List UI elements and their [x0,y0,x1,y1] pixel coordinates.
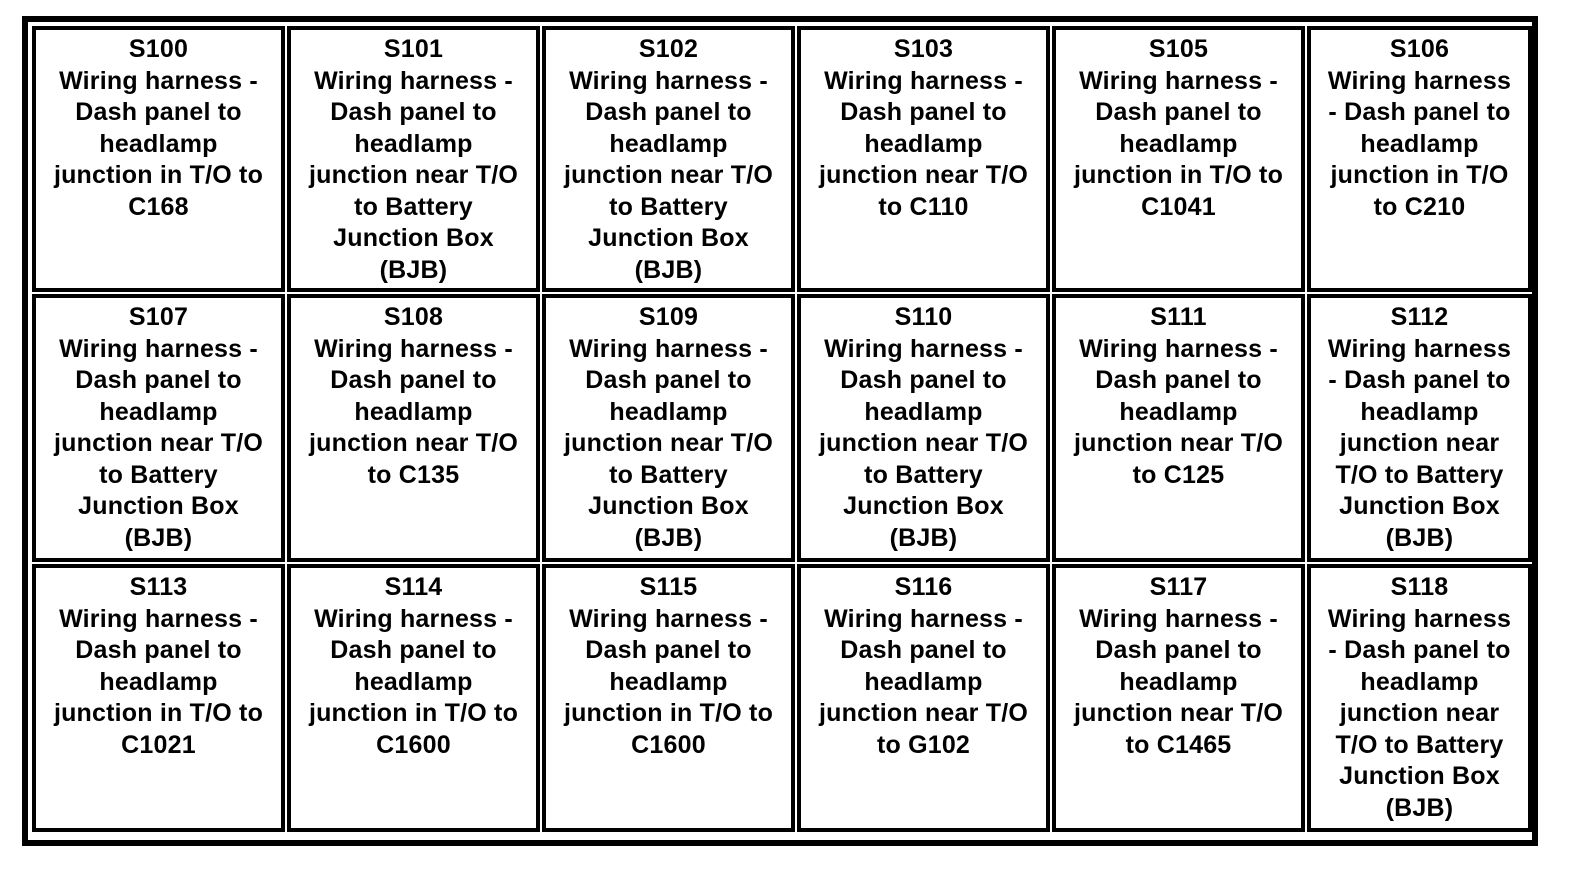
splice-description: Wiring harness - Dash panel to headlamp junction in T/O to C168 [53,66,264,221]
splice-id: S113 [129,573,188,601]
splice-description: Wiring harness - Dash panel to headlamp junction near T/O to C125 [1074,334,1283,489]
splice-description: Wiring harness - Dash panel to headlamp junction in T/O to C1600 [308,604,519,759]
splice-description: Wiring harness - Dash panel to headlamp junction near T/O to Battery Junction Box (BJB) [54,334,263,552]
splice-description: Wiring harness - Dash panel to headlamp junction in T/O to C210 [1327,66,1512,221]
splice-id: S109 [638,303,699,331]
splice-id: S115 [639,573,698,601]
splice-id: S108 [383,303,444,331]
splice-id: S101 [383,35,444,63]
splice-cell-s101 [287,26,540,292]
splice-description: Wiring harness - Dash panel to headlamp junction near T/O to C135 [309,334,518,489]
splice-id: S118 [1390,573,1449,601]
splice-cell-s106 [1307,26,1532,292]
splice-description: Wiring harness - Dash panel to headlamp junction in T/O to C1600 [563,604,774,759]
splice-cell-s110 [797,294,1050,562]
splice-cell-s112 [1307,294,1532,562]
splice-id: S106 [1389,35,1450,63]
splice-id: S116 [894,573,953,601]
splice-table [22,16,1538,846]
splice-id: S111 [1150,303,1207,331]
splice-cell-s111 [1052,294,1305,562]
splice-cell-s108 [287,294,540,562]
splice-description: Wiring harness - Dash panel to headlamp junction near T/O to Battery Junction Box (BJB) [564,334,773,552]
splice-cell-s102 [542,26,795,292]
splice-id: S110 [894,303,953,331]
splice-description: Wiring harness - Dash panel to headlamp junction near T/O to Battery Junction Box (BJB) [309,66,518,284]
splice-id: S117 [1149,573,1208,601]
splice-cell-s109 [542,294,795,562]
splice-id: S112 [1390,303,1449,331]
splice-description: Wiring harness - Dash panel to headlamp junction near T/O to Battery Junction Box (BJB) [1327,334,1512,552]
splice-description: Wiring harness - Dash panel to headlamp junction near T/O to Battery Junction Box (BJB) [564,66,773,284]
splice-description: Wiring harness - Dash panel to headlamp junction in T/O to C1021 [53,604,264,759]
splice-id: S107 [128,303,189,331]
splice-id: S105 [1148,35,1209,63]
splice-cell-s114 [287,564,540,832]
splice-id: S100 [128,35,189,63]
splice-description: Wiring harness - Dash panel to headlamp junction in T/O to C1041 [1073,66,1284,221]
splice-id: S103 [893,35,954,63]
splice-grid [32,26,1528,836]
splice-description: Wiring harness - Dash panel to headlamp junction near T/O to C110 [819,66,1028,221]
splice-description: Wiring harness - Dash panel to headlamp junction near T/O to G102 [819,604,1028,759]
splice-cell-s117 [1052,564,1305,832]
splice-cell-s115 [542,564,795,832]
splice-cell-s105 [1052,26,1305,292]
splice-cell-s116 [797,564,1050,832]
splice-cell-s100 [32,26,285,292]
splice-description: Wiring harness - Dash panel to headlamp junction near T/O to Battery Junction Box (BJB) [1327,604,1512,822]
splice-id: S114 [384,573,443,601]
splice-description: Wiring harness - Dash panel to headlamp junction near T/O to C1465 [1074,604,1283,759]
splice-cell-s107 [32,294,285,562]
splice-description: Wiring harness - Dash panel to headlamp junction near T/O to Battery Junction Box (BJB) [819,334,1028,552]
splice-id: S102 [638,35,699,63]
splice-cell-s113 [32,564,285,832]
splice-cell-s103 [797,26,1050,292]
splice-cell-s118 [1307,564,1532,832]
